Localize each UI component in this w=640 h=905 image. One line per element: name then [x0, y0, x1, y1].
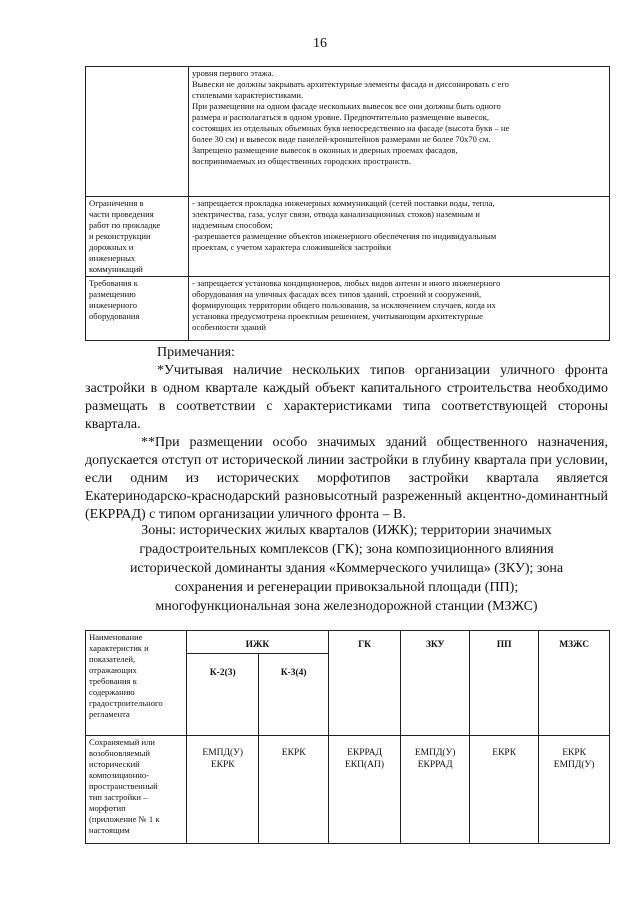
cell-pp — [470, 735, 539, 843]
text-line: Вывески не должны закрывать архитектурные элементы фасада и диссонировать с его — [192, 79, 509, 89]
header-gk: ГК — [328, 631, 400, 736]
label-line: тип застройки – — [89, 791, 148, 802]
text-line: оборудования на уличных фасадах всех типов зданий, строений и сооружений, — [192, 289, 482, 299]
label-line: отражающих — [89, 665, 137, 675]
cell-value: ЕКРК — [492, 747, 517, 758]
text-line: - запрещается установка кондиционеров, любых видов антенн и иного инженерного — [192, 278, 501, 288]
label-line: исторический — [89, 758, 140, 769]
label-line: настоящим — [89, 824, 130, 835]
row-label-cell — [86, 735, 187, 843]
label-line: (приложение № 1 к — [89, 813, 160, 824]
label-line: морфотип — [89, 802, 126, 813]
label-line: показателей, — [89, 654, 136, 664]
text-line: размера и располагаться в одном уровне. Предпочтительно размещение вывесок, — [192, 112, 490, 122]
text-line: уровня первого этажа. — [192, 68, 274, 78]
text-line: более 30 см) и вывесок виде панелей-кронштейнов размерами не более 70х70 см. — [192, 134, 491, 144]
table-row — [86, 197, 610, 277]
regulations-table — [85, 66, 610, 341]
cell-gk — [328, 735, 400, 843]
cell-value: ЕМПД(У) — [414, 747, 456, 758]
header-k2: К-2(3) — [186, 653, 259, 735]
text-line: состоящих из отдельных объемных букв непосредственно на фасаде (высота букв – не — [192, 123, 510, 133]
cell-value: ЕКП(АП) — [345, 759, 385, 770]
cell-value: ЕКРК — [210, 759, 235, 770]
notes-heading: Примечания: — [157, 345, 235, 360]
table-row — [86, 735, 610, 843]
header-zku: ЗКУ — [401, 631, 470, 736]
text-line: надземным способом; — [192, 220, 273, 230]
cell-mzhs — [539, 735, 610, 843]
text-line: особенности зданий — [192, 322, 266, 332]
label-line: оборудования — [89, 311, 140, 321]
text-line: установка предусмотрена проектным решением, учитывающим архитектурные — [192, 311, 483, 321]
zones-title-line: сохранения и регенерации привокзальной площади (ПП); — [174, 580, 519, 595]
header-pp: ПП — [470, 631, 539, 736]
header-izhk: ИЖК — [186, 631, 328, 654]
text-line: При размещении на одном фасаде нескольких вывесок все они должны быть одного — [192, 101, 501, 111]
page-number: 16 — [313, 36, 327, 51]
table-row — [86, 631, 610, 654]
cell-value: ЕКРРАД — [417, 759, 453, 770]
label-line: и реконструкции — [89, 231, 151, 241]
header-label-cell — [86, 631, 187, 736]
label-line: пространственный — [89, 780, 158, 791]
label-line: инженерного — [89, 300, 138, 310]
label-line: Требования к — [89, 278, 138, 288]
zones-title-line: исторической доминанты здания «Коммерческого училища» (ЗКУ); зона — [129, 561, 564, 576]
label-line: характеристик и — [89, 643, 149, 653]
note-2: **При размещении особо значимых зданий общественного назначения, допускается отступ от исторической линии застройки в глубину квартала при условии, если одним из исторических морфотипов застройки квартала является Екатеринодарско-краснодарский разновысотный разреженный акцентно-доминантный (ЕКРРАД) с типом организации уличного фронта – В. — [85, 435, 608, 522]
row-label-cell — [86, 197, 189, 277]
cell-value: ЕКРК — [562, 747, 587, 758]
cell-k3 — [259, 735, 328, 843]
zones-title — [85, 521, 608, 616]
cell-value: ЕКРРАД — [347, 747, 382, 758]
table-row — [86, 67, 610, 197]
text-line: проектам, с учетом характера сложившейся застройки — [192, 242, 391, 252]
cell-value: ЕКРК — [281, 747, 306, 758]
text-line: воспринимаемых из общественных городских пространств. — [192, 156, 411, 166]
cell-zku — [401, 735, 470, 843]
text-line: электричества, газа, услуг связи, отвода канализационных стоков) наземным и — [192, 209, 480, 219]
header-k3: К-3(4) — [259, 653, 328, 735]
text-line: -разрешается размещение объектов инженерного обеспечения по индивидуальным — [192, 231, 497, 241]
note-1: *Учитывая наличие нескольких типов организации уличного фронта застройки в одном квартале каждый объект капитального строительства необходимо размещать в соответствии с характеристиками типа соответствующей стороны квартала. — [85, 363, 608, 432]
zones-title-line: градостроительных комплексов (ГК); зона композиционного влияния — [139, 542, 554, 557]
row-content-cell — [189, 277, 610, 341]
row-content-cell — [189, 67, 610, 197]
label-line: композиционно- — [89, 769, 150, 780]
label-line: регламента — [89, 709, 130, 719]
zones-table — [85, 630, 610, 844]
text-line: формирующих территории общего пользования, за исключением случаев, когда их — [192, 300, 496, 310]
label-line: размещению — [89, 289, 136, 299]
label-line: Наименование — [89, 632, 143, 642]
header-mzhs: МЗЖС — [539, 631, 610, 736]
notes-section — [85, 344, 608, 524]
zones-title-line: Зоны: исторических жилых кварталов (ИЖК); территории значимых — [141, 523, 552, 538]
label-line: части проведения — [89, 209, 154, 219]
label-line: работ по прокладке — [89, 220, 161, 230]
label-line: коммуникаций — [89, 264, 143, 274]
text-line: стилевыми характеристиками. — [192, 90, 304, 100]
text-line: Запрещено размещение вывесок в оконных и дверных проемах фасадов, — [192, 145, 458, 155]
label-line: требования к — [89, 676, 137, 686]
row-content-cell — [189, 197, 610, 277]
text-line: - запрещается прокладка инженерных коммуникаций (сетей поставки воды, тепла, — [192, 198, 495, 208]
cell-value: ЕМПД(У) — [553, 759, 595, 770]
label-line: Сохраняемый или — [89, 736, 156, 747]
table-row — [86, 277, 610, 341]
label-line: инженерных — [89, 253, 136, 263]
label-line: дорожных и — [89, 242, 134, 252]
label-line: градостроительного — [89, 698, 163, 708]
zones-title-line: многофункциональная зона железнодорожной станции (МЗЖС) — [155, 599, 538, 614]
label-line: Ограничения в — [89, 198, 144, 208]
label-line: содержанию — [89, 687, 135, 697]
label-line: возобновляемый — [89, 747, 151, 758]
row-label-cell — [86, 277, 189, 341]
row-label-cell — [86, 67, 189, 197]
cell-value: ЕМПД(У) — [202, 747, 244, 758]
cell-k2 — [186, 735, 259, 843]
